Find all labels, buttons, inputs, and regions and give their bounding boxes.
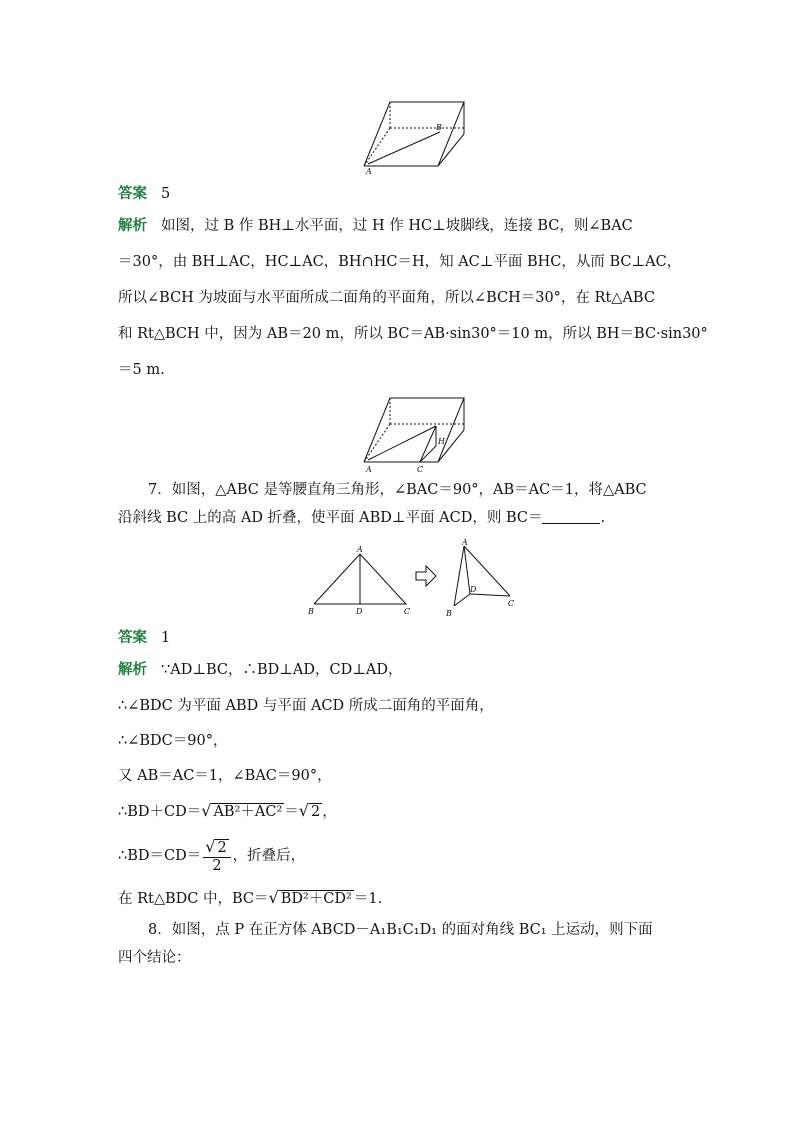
answer-6: [118, 184, 170, 204]
solution-label: 解析: [118, 662, 147, 678]
solution-6-line-2: ＝30°，由 BH⊥AC，HC⊥AC，BH∩HC＝H，知 AC⊥平面 BHC，从而 BC⊥AC，: [118, 254, 682, 270]
solution-label: 解析: [118, 218, 147, 234]
fig2-label-a: A: [366, 465, 372, 474]
answer-blank: [542, 509, 600, 524]
fig1-label-b: B: [436, 123, 442, 132]
answer-label: 答案: [118, 186, 147, 202]
fig3-left-label-d: D: [356, 607, 363, 616]
fig2-label-c: C: [417, 465, 424, 474]
solution-7-line-4: 又 AB＝AC＝1，∠BAC＝90°，: [118, 768, 332, 784]
fig3-left-label-c: C: [404, 607, 411, 616]
solution-7-line-1: 解析 ∵AD⊥BC，∴BD⊥AD，CD⊥AD，: [118, 662, 403, 678]
answer-value: 5: [161, 186, 171, 202]
solution-6-line-5: ＝5 m.: [118, 362, 165, 378]
fraction: $\frac{√ 2}{2}$: [203, 838, 230, 875]
figure-slope-1: [360, 98, 470, 176]
solution-7-line-5: ∴BD＋CD＝√ AB²＋AC² ＝√ 2 ，: [118, 801, 337, 820]
fig1-label-a: A: [366, 167, 372, 176]
solution-7-line-2: ∴∠BDC 为平面 ABD 与平面 ACD 所成二面角的平面角，: [118, 698, 494, 714]
solution-7-line-6: ∴BD＝CD＝ $\frac{√ 2}{2}$ ，折叠后，: [118, 836, 306, 874]
fig3-right-label-c: C: [508, 599, 515, 608]
problem-7-line-1: 7．如图，△ABC 是等腰直角三角形，∠BAC＝90°，AB＝AC＝1，将△ABC: [148, 482, 647, 498]
problem-7-line-2: 沿斜线 BC 上的高 AD 折叠，使平面 ABD⊥平面 ACD，则 BC＝ .: [118, 510, 606, 526]
figure-fold-triangle: [300, 538, 522, 622]
fig3-left-label-b: B: [308, 607, 314, 616]
figure-slope-2: [360, 396, 470, 474]
fig3-right-label-b: B: [446, 609, 452, 618]
answer-7: [118, 628, 170, 648]
fig2-label-h: H: [438, 437, 445, 446]
problem-8-line-2: 四个结论：: [118, 950, 191, 966]
solution-7-line-7: 在 Rt△BDC 中，BC＝√ BD²＋CD² ＝1.: [118, 888, 383, 907]
answer-value: 1: [161, 630, 171, 646]
fig3-left-label-a: A: [357, 545, 363, 554]
solution-6-line-3: 所以∠BCH 为坡面与水平面所成二面角的平面角，所以∠BCH＝30°，在 Rt△ABC: [118, 290, 655, 306]
problem-8-line-1: 8．如图，点 P 在正方体 ABCD－A₁B₁C₁D₁ 的面对角线 BC₁ 上运动，则下面: [148, 922, 653, 938]
fig3-right-label-a: A: [462, 538, 468, 547]
solution-7-line-3: ∴∠BDC＝90°，: [118, 733, 228, 749]
solution-6-line-1: 解析 如图，过 B 作 BH⊥水平面，过 H 作 HC⊥坡脚线，连接 BC，则∠BAC: [118, 218, 633, 234]
fig3-right-label-d: D: [470, 585, 477, 594]
solution-6-line-4: 和 Rt△BCH 中，因为 AB＝20 m，所以 BC＝AB·sin30°＝10 m，所以 BH＝BC·sin30°: [118, 326, 708, 342]
answer-label: 答案: [118, 630, 147, 646]
